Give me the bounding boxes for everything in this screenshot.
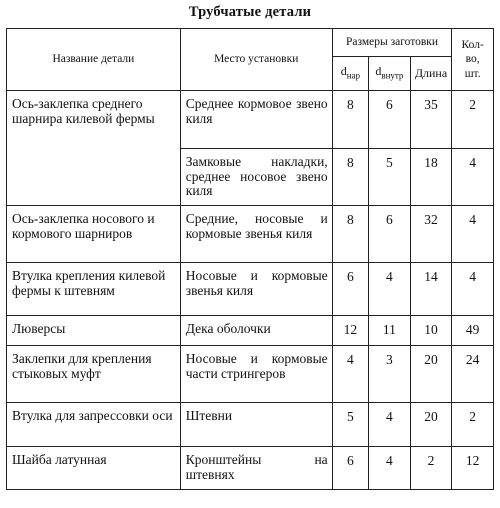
- cell-length: 18: [410, 149, 452, 206]
- cell-name: Ось-заклепка среднего шарнира килевой фермы: [7, 91, 181, 206]
- header-sizes: Размеры заготовки: [332, 29, 452, 57]
- cell-count: 12: [452, 447, 494, 490]
- cell-length: 14: [410, 263, 452, 316]
- cell-d-outer: 12: [332, 316, 368, 346]
- cell-length: 20: [410, 346, 452, 403]
- cell-count: 4: [452, 206, 494, 263]
- table-row: [7, 447, 494, 490]
- cell-d-inner: 6: [369, 206, 411, 263]
- cell-length: 35: [410, 91, 452, 149]
- cell-d-inner: 6: [369, 91, 411, 149]
- cell-name: Втулка крепления килевой фермы к штевням: [7, 263, 181, 316]
- cell-name: Люверсы: [7, 316, 181, 346]
- cell-name: Втулка для запрессовки оси: [7, 403, 181, 447]
- cell-d-inner: 3: [369, 346, 411, 403]
- cell-d-outer: 8: [332, 206, 368, 263]
- table-row: [7, 346, 494, 403]
- cell-d-inner: 5: [369, 149, 411, 206]
- cell-count: 24: [452, 346, 494, 403]
- cell-count: 49: [452, 316, 494, 346]
- cell-d-outer: 6: [332, 447, 368, 490]
- cell-d-outer: 5: [332, 403, 368, 447]
- cell-count: 4: [452, 263, 494, 316]
- table-title: Трубчатые детали: [188, 4, 312, 20]
- cell-name: Ось-заклепка носового и кормового шарниров: [7, 206, 181, 263]
- header-name: Название детали: [7, 29, 181, 91]
- cell-place: Среднее кормовое звено киля: [180, 91, 332, 149]
- parts-table: [6, 28, 494, 490]
- cell-name: Заклепки для крепления стыковых муфт: [7, 346, 181, 403]
- cell-d-inner: 4: [369, 263, 411, 316]
- cell-d-outer: 4: [332, 346, 368, 403]
- cell-d-outer: 6: [332, 263, 368, 316]
- cell-place: Кронштейны на штевнях: [180, 447, 332, 490]
- cell-place: Дека оболочки: [180, 316, 332, 346]
- cell-count: 2: [452, 91, 494, 149]
- cell-place: Штевни: [180, 403, 332, 447]
- cell-d-inner: 11: [369, 316, 411, 346]
- table-row: [7, 403, 494, 447]
- cell-d-inner: 4: [369, 447, 411, 490]
- table-row: [7, 91, 494, 149]
- cell-length: 32: [410, 206, 452, 263]
- table-row: [7, 206, 494, 263]
- cell-name: Шайба латунная: [7, 447, 181, 490]
- cell-count: 2: [452, 403, 494, 447]
- cell-place: Замковые накладки, среднее носовое звено киля: [180, 149, 332, 206]
- cell-d-outer: 8: [332, 91, 368, 149]
- cell-d-inner: 4: [369, 403, 411, 447]
- cell-count: 4: [452, 149, 494, 206]
- header-d-outer: $d_{нар}$: [332, 57, 368, 91]
- cell-d-outer: 8: [332, 149, 368, 206]
- header-d-inner: $d_{внутр}$: [369, 57, 411, 91]
- header-count: Кол-во, шт.: [452, 29, 494, 91]
- header-place: Место установки: [180, 29, 332, 91]
- cell-length: 2: [410, 447, 452, 490]
- cell-place: Средние, носовые и кормовые звенья киля: [180, 206, 332, 263]
- cell-length: 10: [410, 316, 452, 346]
- header-length: Длина: [410, 57, 452, 91]
- cell-place: Носовые и кормовые звенья киля: [180, 263, 332, 316]
- table-row: [7, 316, 494, 346]
- table-row: [7, 263, 494, 316]
- cell-length: 20: [410, 403, 452, 447]
- cell-place: Носовые и кормовые части стрингеров: [180, 346, 332, 403]
